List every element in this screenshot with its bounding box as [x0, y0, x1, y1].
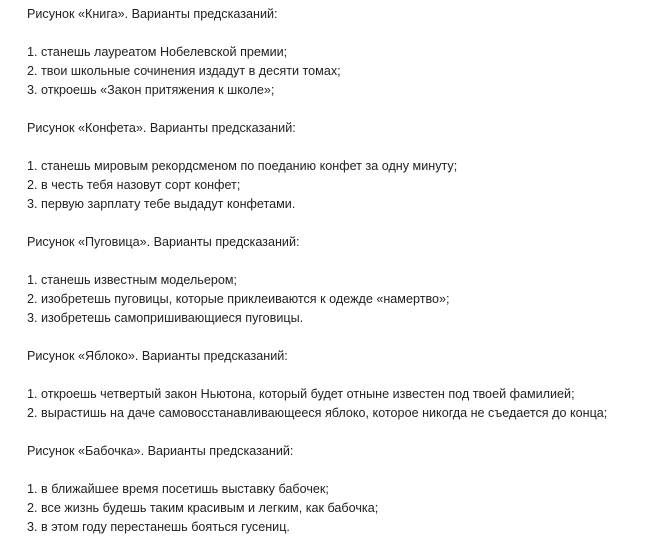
section-butterfly — [27, 442, 659, 537]
spacer — [27, 138, 659, 157]
section-title: Рисунок «Бабочка». Варианты предсказаний: — [27, 444, 294, 458]
section-apple — [27, 347, 659, 423]
list-item: 3. в этом году перестанешь бояться гусениц. — [27, 520, 290, 534]
list-item: 1. откроешь четвертый закон Ньютона, который будет отныне известен под твоей фамилией; — [27, 387, 575, 401]
list-item: 1. станешь известным модельером; — [27, 273, 238, 287]
prediction-list — [27, 480, 659, 537]
list-item: 1. в ближайшее время посетишь выставку бабочек; — [27, 482, 329, 496]
section-title: Рисунок «Пуговица». Варианты предсказаний: — [27, 235, 300, 249]
prediction-list — [27, 271, 659, 328]
spacer — [27, 24, 659, 43]
section-title: Рисунок «Конфета». Варианты предсказаний: — [27, 121, 296, 135]
list-item: 1. станешь лауреатом Нобелевской премии; — [27, 45, 288, 59]
list-item: 2. вырастишь на даче самовосстанавливающееся яблоко, которое никогда не съедается до конца; — [27, 406, 608, 420]
prediction-list — [27, 43, 659, 100]
list-item: 2. твои школьные сочинения издадут в десяти томах; — [27, 64, 341, 78]
list-item: 2. все жизнь будешь таким красивым и легким, как бабочка; — [27, 501, 379, 515]
section-candy — [27, 119, 659, 214]
spacer — [27, 366, 659, 385]
document-body — [27, 5, 659, 556]
section-button — [27, 233, 659, 328]
prediction-list — [27, 385, 659, 423]
list-item: 3. первую зарплату тебе выдадут конфетами. — [27, 197, 296, 211]
spacer — [27, 461, 659, 480]
section-book — [27, 5, 659, 100]
list-item: 2. изобретешь пуговицы, которые приклеиваются к одежде «намертво»; — [27, 292, 450, 306]
prediction-list — [27, 157, 659, 214]
list-item: 3. изобретешь самопришивающиеся пуговицы. — [27, 311, 304, 325]
section-title: Рисунок «Яблоко». Варианты предсказаний: — [27, 349, 288, 363]
list-item: 1. станешь мировым рекордсменом по поеданию конфет за одну минуту; — [27, 159, 458, 173]
list-item: 2. в честь тебя назовут сорт конфет; — [27, 178, 241, 192]
section-title: Рисунок «Книга». Варианты предсказаний: — [27, 7, 278, 21]
spacer — [27, 252, 659, 271]
list-item: 3. откроешь «Закон притяжения к школе»; — [27, 83, 275, 97]
